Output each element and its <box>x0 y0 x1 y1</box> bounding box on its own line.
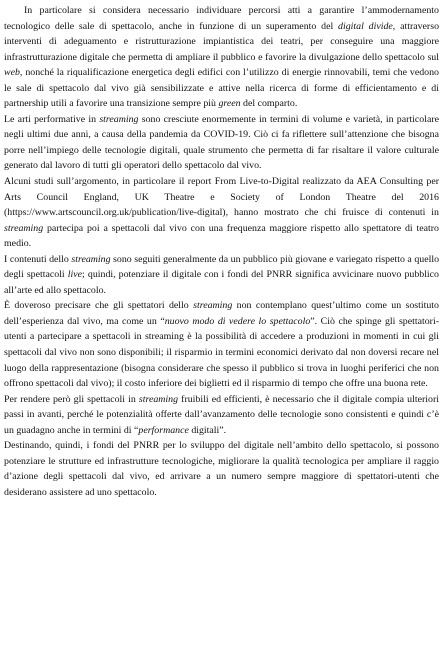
italic-run: streaming <box>71 253 111 265</box>
italic-run: web <box>4 67 20 79</box>
text-run: sono seguiti generalmente da un pubblico più giovane e variegato rispetto a quello degli spettacoli <box>4 253 440 281</box>
italic-run: performance <box>138 424 189 436</box>
text-run: , attraverso interventi di adeguamento e ristrutturazione impiantistica dei teatri, per conseguire una maggiore infrastrutturazione digitale che permetta di ampliare il pubblico e favorire la divulgazione dello spettacolo sul <box>4 20 440 63</box>
text-run: fruibili ed efficienti, è necessario che il digitale compia ulteriori passi in avanti, perché le potenzialità offerte dall’avanzamento delle tecnologie sono consistenti e quindi c’è un guadagno anche in termini di “ <box>4 393 439 436</box>
text-run: ”. Ciò che spinge gli spettatori-utenti a partecipare a spettacoli in streaming è la possibilità di accedere a produzioni in momenti in cui gli spettacoli dal vivo non sono disponibili; il risparmio in termini economici derivato dal non doversi recare nel luogo della rappresentazione (bisogna considerare che spesso il pubblico si trova in luoghi periferici che non offrono spettacoli dal vivo); il costo inferiore dei biglietti ed il risparmio di tempo che offre una buona rete. <box>4 315 439 390</box>
italic-run: streaming <box>4 222 44 234</box>
text-run: Le arti performative in <box>4 113 100 125</box>
text-run: non contemplano quest’ultimo come un sostituto dell’esperienza dal vivo, ma come un “ <box>4 300 439 327</box>
italic-run: streaming <box>99 113 139 125</box>
paragraph-1 <box>4 3 439 112</box>
paragraph-5 <box>4 298 439 391</box>
text-run: digitali”. <box>188 424 227 436</box>
text-run: ; quindi, potenziare il digitale con i fondi del PNRR significa avvicinare nuovo pubblico all’arte ed allo spettacolo. <box>4 269 439 296</box>
italic-run: live <box>67 269 83 281</box>
text-run: Alcuni studi sull’argomento, in particolare il report From Live-to-Digital realizzato da AEA Consulting per Arts Council England, UK Theatre e Society of London Theatre del 2016 (https://www.artscouncil.org.uk/publication/live-digital), hanno mostrato che chi fruisce di contenuti in <box>4 176 439 219</box>
text-run: del comparto. <box>240 98 298 110</box>
text-run: I contenuti dello <box>4 253 72 265</box>
text-run: Per rendere però gli spettacoli in <box>4 393 139 405</box>
text-run: In particolare si considera necessario individuare percorsi atti a garantire l’ammodernamento tecnologico delle sale di spettacolo, anche in funzione di un superamento del <box>4 5 439 32</box>
text-run: sono cresciute enormemente in termini di volume e varietà, in particolare negli ultimi due anni, a causa della pandemia da COVID-19. Ciò ci fa riflettere sull’attenzione che bisogna porre nell’impiego delle tecnologie digitali, quale strumento che permetta di far risaltare il valore culturale generato dal lavoro di tutti gli operatori dello spettacolo dal vivo. <box>4 113 439 172</box>
italic-run: digital divide <box>338 20 393 32</box>
paragraph-3 <box>4 174 439 252</box>
italic-run: nuovo modo di vedere lo spettacolo <box>164 315 311 327</box>
text-run: Destinando, quindi, i fondi del PNRR per lo sviluppo del digitale nell’ambito dello spettacolo, si possono potenziare le strutture ed infrastrutture tecnologiche, migliorare la qualità tecnologica per ampliare il raggio d’azione degli spettacoli dal vivo, ed arrivare a un numero sempre maggiore di spettatori-utenti che desiderano assistere ad uno spettacolo. <box>4 440 439 498</box>
paragraph-6 <box>4 392 439 439</box>
text-run: partecipa poi a spettacoli dal vivo con una frequenza maggiore rispetto allo spettatore di teatro medio. <box>4 222 439 250</box>
paragraph-2 <box>4 112 439 174</box>
text-run: , nonché la riqualificazione energetica degli edifici con l’utilizzo di energie rinnovabili, temi che vedono le sale di spettacolo dal vivo già sensibilizzate e attive nella ricerca di forme di efficientamento e di partnership utili a favorire una transizione sempre più <box>4 67 439 110</box>
italic-run: green <box>218 98 241 110</box>
text-run: È doveroso precisare che gli spettatori dello <box>4 300 194 312</box>
paragraph-7 <box>4 438 439 500</box>
paragraph-4 <box>4 252 439 299</box>
italic-run: streaming <box>138 393 179 405</box>
italic-run: streaming <box>193 300 233 312</box>
